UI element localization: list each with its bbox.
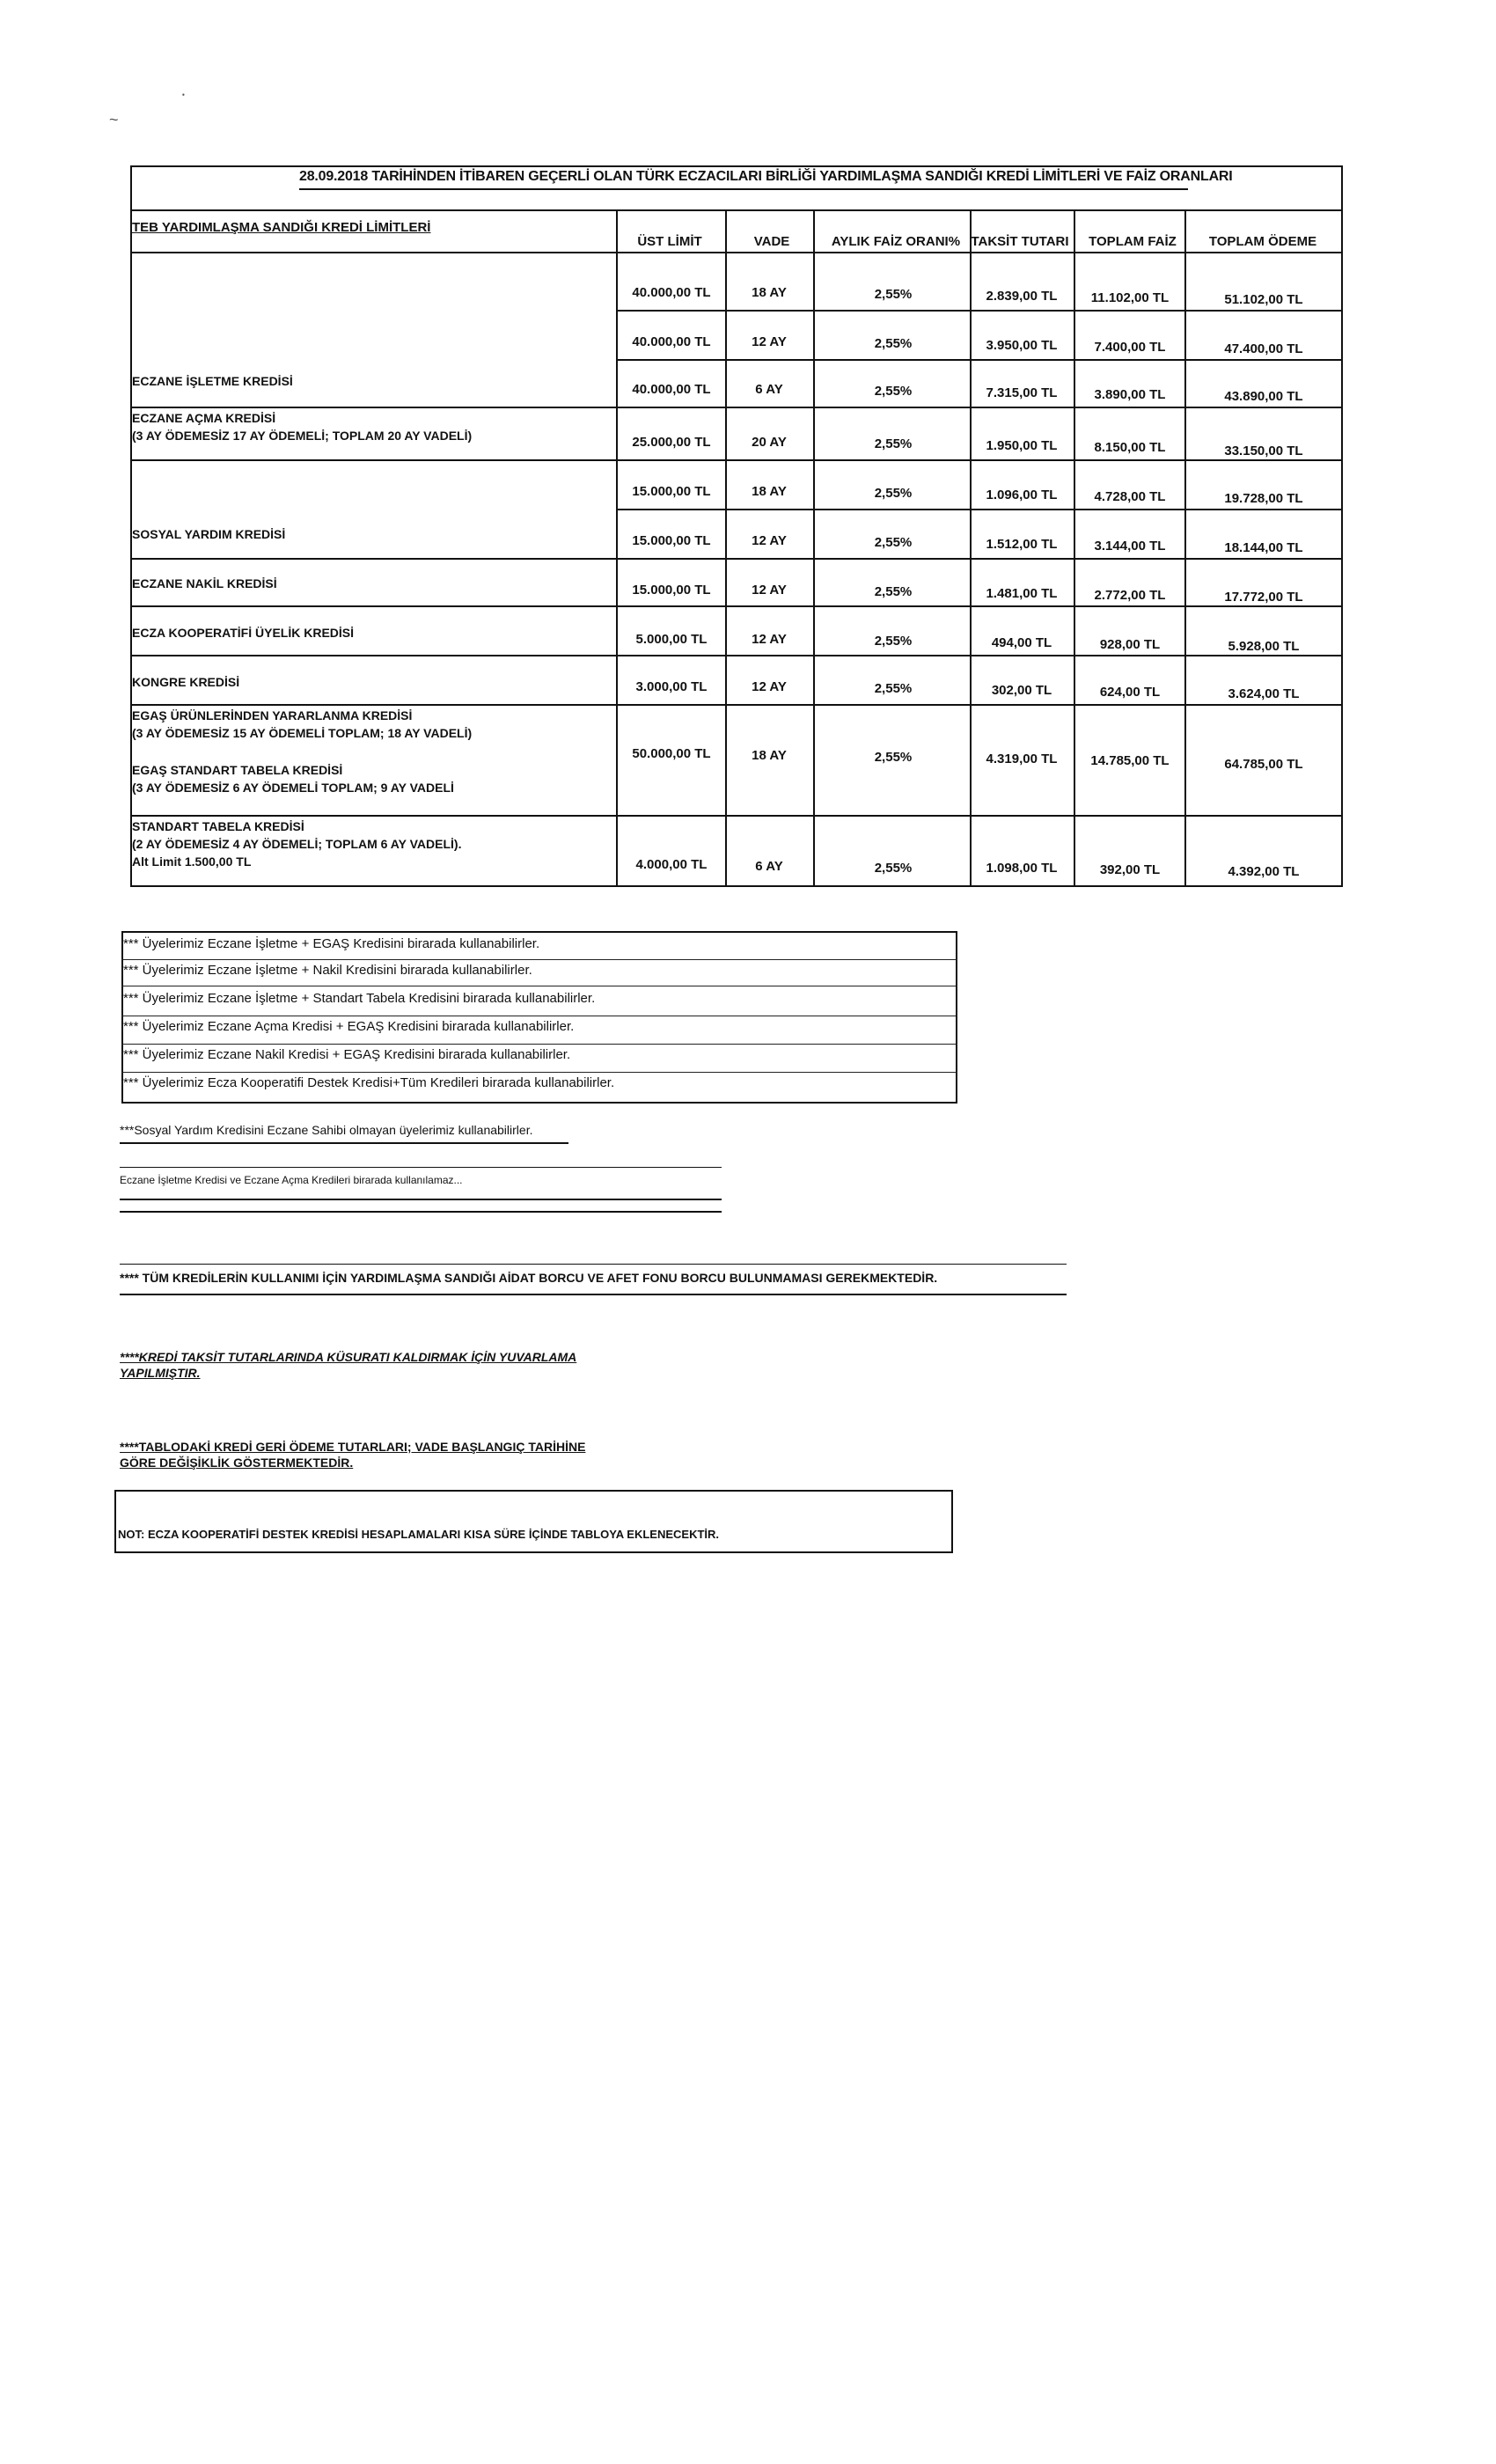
cell-taksit: 1.096,00 TL — [986, 488, 1058, 502]
note-separator — [121, 1044, 957, 1045]
cell-faiz: 2,55% — [874, 535, 913, 550]
cell-toplam-faiz: 7.400,00 TL — [1094, 340, 1166, 355]
cell-toplam-faiz: 392,00 TL — [1099, 862, 1161, 877]
table-row-divider — [616, 310, 1343, 312]
cell-vade: 18 AY — [752, 285, 787, 300]
row-label-standart-tabela: STANDART TABELA KREDİSİ — [132, 819, 304, 833]
cell-faiz: 2,55% — [874, 681, 913, 696]
cell-toplam-faiz: 4.728,00 TL — [1094, 489, 1166, 504]
cell-ust-limit: 3.000,00 TL — [635, 679, 708, 694]
cell-faiz: 2,55% — [874, 584, 913, 599]
row-label-standart-tabela-detail: (2 AY ÖDEMESİZ 4 AY ÖDEMELİ; TOPLAM 6 AY VADELİ). — [132, 837, 462, 851]
cell-faiz: 2,55% — [874, 336, 913, 351]
table-row-divider — [130, 558, 1343, 560]
row-label-egas-tabela-detail: (3 AY ÖDEMESİZ 6 AY ÖDEMELİ TOPLAM; 9 AY VADELİ — [132, 781, 454, 795]
cell-toplam-faiz: 8.150,00 TL — [1094, 440, 1166, 455]
col-header-toplam-odeme: TOPLAM ÖDEME — [1208, 234, 1317, 249]
cell-vade: 20 AY — [752, 435, 787, 450]
cell-taksit: 1.512,00 TL — [986, 537, 1058, 552]
row-label-egas: EGAŞ ÜRÜNLERİNDEN YARARLANMA KREDİSİ — [132, 708, 413, 722]
cell-toplam-odeme: 47.400,00 TL — [1224, 341, 1303, 356]
footnote-rule — [120, 1264, 1067, 1265]
cell-ust-limit: 4.000,00 TL — [635, 857, 708, 872]
cell-faiz: 2,55% — [874, 287, 913, 302]
cell-toplam-faiz: 2.772,00 TL — [1094, 588, 1166, 603]
cell-vade: 12 AY — [752, 679, 787, 694]
cell-toplam-odeme: 5.928,00 TL — [1228, 639, 1300, 654]
cell-toplam-faiz: 14.785,00 TL — [1090, 753, 1170, 768]
document-title: 28.09.2018 TARİHİNDEN İTİBAREN GEÇERLİ OLAN TÜRK ECZACILARI BİRLİĞİ YARDIMLAŞMA SANDIĞI KREDİ LİMİTLERİ VE FAİZ ORANLARI — [299, 169, 1233, 184]
table-row-divider — [130, 815, 1343, 817]
cell-vade: 18 AY — [752, 484, 787, 499]
cell-vade: 12 AY — [752, 334, 787, 349]
note-line: *** Üyelerimiz Eczane İşletme + Nakil Kredisini birarada kullanabilirler. — [123, 963, 532, 978]
note-separator — [121, 959, 957, 960]
cell-taksit: 302,00 TL — [991, 683, 1052, 698]
cell-toplam-faiz: 11.102,00 TL — [1090, 290, 1170, 305]
cell-faiz: 2,55% — [874, 436, 913, 451]
row-label-isletme: ECZANE İŞLETME KREDİSİ — [132, 374, 293, 388]
footnote-underline — [120, 1211, 722, 1213]
footnote-sosyal-yardim: ***Sosyal Yardım Kredisini Eczane Sahibi olmayan üyelerimiz kullanabilirler. — [120, 1123, 533, 1137]
footnote-not: NOT: ECZA KOOPERATİFİ DESTEK KREDİSİ HESAPLAMALARI KISA SÜRE İÇİNDE TABLOYA EKLENECEKTİR. — [118, 1528, 720, 1541]
footnote-yuvarlama: ****KREDİ TAKSİT TUTARLARINDA KÜSURATI KALDIRMAK İÇİN YUVARLAMA — [120, 1350, 577, 1364]
cell-toplam-odeme: 19.728,00 TL — [1224, 491, 1303, 506]
row-label-egas-detail: (3 AY ÖDEMESİZ 15 AY ÖDEMELİ TOPLAM; 18 AY VADELİ) — [132, 726, 473, 740]
cell-taksit: 2.839,00 TL — [986, 289, 1058, 304]
cell-taksit: 7.315,00 TL — [986, 385, 1058, 400]
table-row-divider — [616, 509, 1343, 510]
footnote-underline — [120, 1294, 1067, 1295]
note-line: *** Üyelerimiz Eczane İşletme + EGAŞ Kredisini birarada kullanabilirler. — [123, 936, 540, 951]
scan-speck: ~ — [109, 111, 119, 128]
cell-vade: 12 AY — [752, 632, 787, 647]
cell-faiz: 2,55% — [874, 750, 913, 765]
cell-toplam-odeme: 4.392,00 TL — [1228, 864, 1300, 879]
note-line: *** Üyelerimiz Eczane İşletme + Standart Tabela Kredisini birarada kullanabilirler. — [123, 991, 596, 1006]
cell-toplam-faiz: 3.890,00 TL — [1094, 387, 1166, 402]
cell-ust-limit: 40.000,00 TL — [632, 382, 711, 397]
cell-taksit: 1.950,00 TL — [986, 438, 1058, 453]
cell-toplam-faiz: 928,00 TL — [1099, 637, 1161, 652]
footnote-aidat: **** TÜM KREDİLERİN KULLANIMI İÇİN YARDIMLAŞMA SANDIĞI AİDAT BORCU VE AFET FONU BORCU BULUNMAMASI GEREKMEKTEDİR. — [120, 1271, 938, 1285]
row-label-acma: ECZANE AÇMA KREDİSİ — [132, 411, 276, 425]
kooperatif-note-box — [114, 1490, 953, 1553]
footnote-tablo: ****TABLODAKİ KREDİ GERİ ÖDEME TUTARLARI; VADE BAŞLANGIÇ TARİHİNE — [120, 1440, 586, 1454]
cell-toplam-faiz: 624,00 TL — [1099, 685, 1161, 700]
cell-taksit: 3.950,00 TL — [986, 338, 1058, 353]
note-line: *** Üyelerimiz Eczane Nakil Kredisi + EGAŞ Kredisini birarada kullanabilirler. — [123, 1047, 571, 1062]
section-title: TEB YARDIMLAŞMA SANDIĞI KREDİ LİMİTLERİ — [132, 220, 431, 235]
table-row-divider — [130, 407, 1343, 408]
footnote-birarada: Eczane İşletme Kredisi ve Eczane Açma Kredileri birarada kullanılamaz... — [120, 1174, 463, 1186]
cell-vade: 6 AY — [755, 859, 783, 874]
cell-toplam-odeme: 33.150,00 TL — [1224, 444, 1303, 458]
cell-taksit: 1.481,00 TL — [986, 586, 1058, 601]
cell-faiz: 2,55% — [874, 384, 913, 399]
col-header-ust-limit: ÜST LİMİT — [637, 234, 702, 249]
table-row-divider — [130, 459, 1343, 461]
cell-ust-limit: 5.000,00 TL — [635, 632, 708, 647]
cell-faiz: 2,55% — [874, 486, 913, 501]
cell-ust-limit: 40.000,00 TL — [632, 285, 711, 300]
note-line: *** Üyelerimiz Eczane Açma Kredisi + EGAŞ Kredisini birarada kullanabilirler. — [123, 1019, 575, 1034]
cell-toplam-faiz: 3.144,00 TL — [1094, 539, 1166, 554]
cell-vade: 18 AY — [752, 748, 787, 763]
title-underline — [299, 188, 1188, 190]
footnote-yuvarlama-2: YAPILMIŞTIR. — [120, 1366, 201, 1380]
row-label-kongre: KONGRE KREDİSİ — [132, 675, 240, 689]
col-header-aylik-faiz: AYLIK FAİZ ORANI% — [831, 234, 961, 249]
note-line: *** Üyelerimiz Ecza Kooperatifi Destek Kredisi+Tüm Kredileri birarada kullanabilirler. — [123, 1075, 615, 1090]
footnote-tablo-2: GÖRE DEĞİŞİKLİK GÖSTERMEKTEDİR. — [120, 1456, 354, 1470]
cell-ust-limit: 25.000,00 TL — [632, 435, 711, 450]
cell-ust-limit: 50.000,00 TL — [632, 746, 711, 761]
table-row-divider — [130, 605, 1343, 607]
cell-toplam-odeme: 3.624,00 TL — [1228, 686, 1300, 701]
footnote-rule — [120, 1167, 722, 1168]
row-label-nakil: ECZANE NAKİL KREDİSİ — [132, 576, 277, 590]
row-label-alt-limit: Alt Limit 1.500,00 TL — [132, 854, 252, 869]
cell-toplam-odeme: 51.102,00 TL — [1224, 292, 1303, 307]
col-header-toplam-faiz: TOPLAM FAİZ — [1089, 234, 1177, 249]
scan-speck: ⸱ — [181, 86, 186, 104]
cell-toplam-odeme: 64.785,00 TL — [1224, 757, 1303, 772]
cell-faiz: 2,55% — [874, 634, 913, 649]
cell-toplam-odeme: 43.890,00 TL — [1224, 389, 1303, 404]
cell-vade: 6 AY — [755, 382, 783, 397]
cell-taksit: 494,00 TL — [991, 635, 1052, 650]
note-separator — [121, 1072, 957, 1073]
row-label-acma-detail: (3 AY ÖDEMESİZ 17 AY ÖDEMELİ; TOPLAM 20 AY VADELİ) — [132, 429, 473, 443]
footnote-underline — [120, 1199, 722, 1200]
cell-taksit: 4.319,00 TL — [986, 752, 1058, 766]
cell-faiz: 2,55% — [874, 861, 913, 876]
col-header-taksit: TAKSİT TUTARI — [971, 234, 1069, 249]
cell-ust-limit: 15.000,00 TL — [632, 583, 711, 598]
cell-ust-limit: 40.000,00 TL — [632, 334, 711, 349]
table-row-divider — [130, 655, 1343, 656]
row-label-egas-tabela: EGAŞ STANDART TABELA KREDİSİ — [132, 763, 343, 777]
footnote-underline — [120, 1142, 568, 1144]
table-row-divider — [616, 359, 1343, 361]
cell-taksit: 1.098,00 TL — [986, 861, 1058, 876]
cell-ust-limit: 15.000,00 TL — [632, 533, 711, 548]
cell-toplam-odeme: 18.144,00 TL — [1224, 540, 1303, 555]
col-header-vade: VADE — [753, 234, 790, 249]
row-label-sosyal: SOSYAL YARDIM KREDİSİ — [132, 527, 286, 541]
cell-vade: 12 AY — [752, 583, 787, 598]
cell-ust-limit: 15.000,00 TL — [632, 484, 711, 499]
credit-table — [130, 165, 1343, 887]
cell-vade: 12 AY — [752, 533, 787, 548]
cell-toplam-odeme: 17.772,00 TL — [1224, 590, 1303, 605]
table-row-divider — [130, 704, 1343, 706]
row-label-kooperatif: ECZA KOOPERATİFİ ÜYELİK KREDİSİ — [132, 626, 355, 640]
